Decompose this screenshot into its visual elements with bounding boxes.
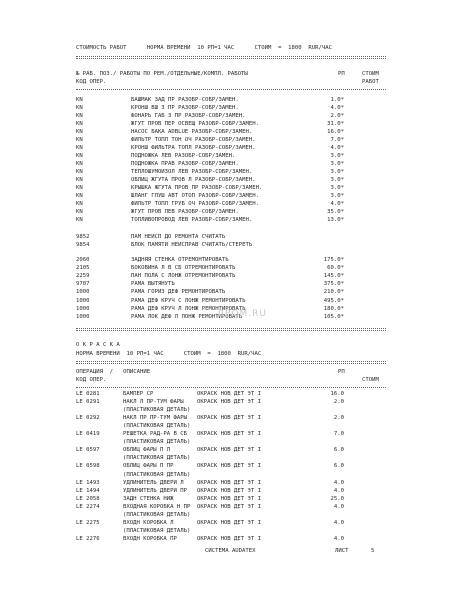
table-row: [0, 105, 464, 112]
operation-code: KN: [76, 129, 83, 135]
operation-name: ТОПЛИВОПРОВОД ЛЕВ РАЗОБР-СОБР/ЗАМЕН.: [131, 217, 253, 223]
table-row: [0, 536, 464, 543]
operation-name: КРЫШКА ЖГУТА ПРОВ ПР РАЗОБР-СОБР/ЗАМЕН.: [131, 185, 263, 191]
operation-code: 2105: [76, 265, 90, 272]
operation-value: 2.0*: [330, 113, 344, 119]
paint-rule-header: [76, 387, 386, 388]
operation-code: 9707: [76, 281, 90, 288]
paint-code: LE 0291: [76, 399, 100, 406]
table-row: [0, 504, 464, 511]
operation-value: 16.0*: [327, 129, 344, 135]
paint-code: LE 0598: [76, 463, 100, 470]
operation-name: ОБЛИЦ ЖГУТА ПРОВ Л РАЗОБР-СОБР/ЗАМЕН.: [131, 177, 256, 183]
paint-value: 6.0: [333, 463, 344, 470]
table-row: [0, 298, 464, 305]
footer-sheet-label: ЛИСТ: [335, 548, 349, 554]
paint-part: ВХОДН КОРОБКА ПР: [123, 535, 177, 542]
table-row: [0, 257, 464, 264]
operation-code: 9852: [76, 234, 90, 240]
paint-description: ОКРАСК НОВ ДЕТ ЭТ I: [197, 519, 261, 526]
operation-code: KN: [76, 137, 83, 143]
column-header-work: № РАБ. ПОЗ./ РАБОТЫ ПО РЕМ./ОТДЕЛЬНЫЕ/КОМПЛ. РАБОТЫ: [76, 71, 248, 77]
table-row: [0, 185, 464, 192]
paint-part: (ПЛАСТИКОВАЯ ДЕТАЛЬ): [123, 423, 191, 430]
paint-rule-1: [76, 361, 386, 362]
operation-name: НАСОС БАКА ADBLUE РАЗОБР-СОБР/ЗАМЕН.: [131, 129, 253, 135]
operation-name: РАМА ДЕФ КРУЧ С ЛОНЖ РЕМОНТИРОВАТЬ: [131, 297, 246, 304]
operation-value: 3.0*: [330, 185, 344, 191]
operation-name: КРОНШ ФИЛЬТРА ТОПЛ РАЗОБР-СОБР/ЗАМЕН.: [131, 145, 256, 151]
table-row: [0, 520, 464, 527]
paint-code: LE 2274: [76, 503, 100, 510]
operation-code: KN: [76, 145, 83, 151]
operation-code: KN: [76, 193, 83, 199]
table-row: [0, 209, 464, 216]
table-row: [0, 193, 464, 200]
table-row: [0, 472, 464, 479]
table-row: [0, 234, 464, 241]
paint-description: ОКРАСК НОВ ДЕТ ЭТ I: [197, 479, 261, 486]
operation-name: ШЛАНГ ГЛУШ АВТ ОТОП РАЗОБР-СОБР/ЗАМЕН.: [131, 193, 259, 199]
paint-code: LE 2276: [76, 535, 100, 542]
operation-code: 1000: [76, 297, 90, 304]
operation-code: KN: [76, 177, 83, 183]
paint-description: ОКРАСК НОВ ДЕТ ЭТ I: [197, 415, 261, 422]
table-row: [0, 439, 464, 446]
operation-name: РАМА ВЫТЯНУТЬ: [131, 281, 175, 288]
table-row: [0, 265, 464, 272]
paint-part: ЗАДН СТЕНКА НИЖ: [123, 495, 174, 502]
operation-value: 4.0*: [330, 201, 344, 207]
operation-name: ПОДНОЖКА ПРАВ РАЗОБР-СОБР/ЗАМЕН.: [131, 161, 239, 167]
operation-name: ЗАДНЯЯ СТЕНКА ОТРЕМОНТИРОВАТЬ: [131, 257, 229, 263]
operation-name: ПОДНОЖКА ЛЕВ РАЗОБР-СОБР/ЗАМЕН.: [131, 153, 236, 159]
table-row: [0, 407, 464, 414]
operation-value: 1.0*: [330, 97, 344, 103]
operation-value: 4.0*: [330, 105, 344, 111]
table-row: [0, 415, 464, 422]
table-row: [0, 177, 464, 184]
table-row: [0, 161, 464, 168]
operation-name: БЛОК ПАМЯТИ НЕИСПРАВ СЧИТАТЬ/СТЕРЕТЬ: [131, 242, 253, 248]
table-row: [0, 423, 464, 430]
paint-part: (ПЛАСТИКОВАЯ ДЕТАЛЬ): [123, 527, 191, 534]
operation-code: KN: [76, 161, 83, 167]
rule-header: [76, 89, 386, 90]
table-row: [0, 137, 464, 144]
operation-code: KN: [76, 121, 83, 127]
paint-part: БАМПЕР СР: [123, 391, 154, 397]
paint-part: УДЛИНИТЕЛЬ ДВЕРИ ПР: [123, 487, 187, 494]
operation-value: 7.0*: [330, 137, 344, 143]
paint-part: ВХОДН КОРОБКА Л: [123, 519, 174, 526]
paint-value: 2.0: [333, 415, 344, 422]
watermark-logo: ДРОМ.RU: [217, 309, 268, 319]
paint-description: ОКРАСК НОВ ДЕТ ЭТ I: [197, 463, 261, 470]
operation-code: 1000: [76, 305, 90, 312]
paint-value: 2.0: [333, 399, 344, 406]
paint-value: 7.0: [333, 431, 344, 438]
paint-column-header-op: ОПЕРАЦИЯ / ОПИСАНИЕ: [76, 369, 151, 375]
operation-name: ПАМ НЕИСП ДО РЕМОНТА СЧИТАТЬ: [131, 234, 226, 240]
operation-value: 3.0*: [330, 153, 344, 159]
paint-value: 4.0: [333, 503, 344, 510]
table-row: [0, 455, 464, 462]
operation-value: 375.0*: [323, 281, 344, 288]
paint-description: ОКРАСК НОВ ДЕТ ЭТ I: [197, 487, 261, 494]
paint-part: НАКЛ ПР ПР-ТУМ ФАРЫ: [123, 415, 187, 422]
table-row: [0, 496, 464, 503]
operation-code: 2060: [76, 257, 90, 263]
operation-code: 9854: [76, 242, 90, 248]
paint-value: 4.0: [333, 487, 344, 494]
paint-part: (ПЛАСТИКОВАЯ ДЕТАЛЬ): [123, 455, 191, 462]
paint-value: 4.0: [333, 519, 344, 526]
paint-description: ОКРАСК НОВ ДЕТ ЭТ I: [197, 535, 261, 542]
operation-value: 31.0*: [327, 121, 344, 127]
table-row: [0, 463, 464, 470]
operation-value: 35.0*: [327, 209, 344, 215]
operation-name: РАМА ЛОК ДЕФ Л ЛОНЖ РЕМОНТИРОВАТЬ: [131, 313, 243, 320]
operation-code: 1000: [76, 313, 90, 320]
operation-code: KN: [76, 217, 83, 223]
operation-value: 13.0*: [327, 217, 344, 223]
table-row: [0, 488, 464, 495]
paint-description: ОКРАСК НОВ ДЕТ ЭТ I: [197, 431, 261, 438]
operation-name: ПАН ПОЛА С ЛОНЖ ОТРЕМОНТИРОВАТЬ: [131, 273, 236, 280]
paint-value: 6.0: [333, 447, 344, 454]
table-row: [0, 447, 464, 454]
paint-description: ОКРАСК НОВ ДЕТ ЭТ I: [197, 391, 261, 397]
footer-sheet-number: 5: [371, 548, 375, 554]
operation-value: 3.0*: [330, 169, 344, 175]
paint-description: ОКРАСК НОВ ДЕТ ЭТ I: [197, 495, 261, 502]
paint-description: ОКРАСК НОВ ДЕТ ЭТ I: [197, 447, 261, 454]
table-row: [0, 480, 464, 487]
paint-title: О К Р А С К А: [76, 342, 120, 348]
operation-name: ТЕПЛОШУМОИЗОЛ ЛЕВ РАЗОБР-СОБР/ЗАМЕН.: [131, 169, 253, 175]
table-row: [0, 399, 464, 406]
rule-top-2: [76, 58, 386, 59]
paint-part: НАКЛ Л ПР-ТУМ ФАРЫ: [123, 399, 184, 406]
table-row: [0, 528, 464, 535]
paint-code: LE 2275: [76, 519, 100, 526]
rule-section-end-1: [76, 328, 386, 329]
table-row: [0, 169, 464, 176]
paint-column-header-code: КОД ОПЕР.: [76, 377, 107, 383]
operation-value: 175.0*: [323, 257, 344, 263]
operation-code: KN: [76, 169, 83, 175]
table-row: [0, 121, 464, 128]
operation-value: 3.0*: [330, 177, 344, 183]
paint-code: LE 2058: [76, 495, 100, 502]
operation-code: KN: [76, 209, 83, 215]
paint-part: ВХОДНАЯ КОРОБКА Н ПР: [123, 503, 191, 510]
paint-code: LE 0419: [76, 431, 100, 438]
paint-code: LE 0281: [76, 391, 100, 397]
operation-name: БОКОВИНА Л В СБ ОТРЕМОНТИРОВАТЬ: [131, 265, 236, 272]
operation-name: ФОНАРЬ ГАБ З ПР РАЗОБР-СОБР/ЗАМЕН.: [131, 113, 246, 119]
paint-description: ОКРАСК НОВ ДЕТ ЭТ I: [197, 503, 261, 510]
paint-part: (ПЛАСТИКОВАЯ ДЕТАЛЬ): [123, 471, 191, 478]
paint-code: LE 0597: [76, 447, 100, 454]
operation-code: 2259: [76, 273, 90, 280]
table-row: [0, 391, 464, 398]
paint-value: 25.0: [330, 495, 344, 502]
column-header-code: КОД ОПЕР.: [76, 79, 107, 85]
operation-code: KN: [76, 113, 83, 119]
table-row: [0, 431, 464, 438]
operation-code: KN: [76, 185, 83, 191]
operation-code: 1000: [76, 289, 90, 296]
paint-code: LE 0292: [76, 415, 100, 422]
operation-code: KN: [76, 105, 83, 111]
paint-rule-2: [76, 363, 386, 364]
table-row: [0, 273, 464, 280]
operation-value: 145.0*: [323, 273, 344, 280]
paint-part: ОБЛИЦ ФАРЫ П Л: [123, 447, 171, 454]
rate-line: СТОИМОСТЬ РАБОТ НОРМА ВРЕМЕНИ 10 РП=1 ЧАС СТОИМ = 1800 RUR/ЧАС: [76, 45, 332, 51]
operation-name: БАШМАК ЗАД ПР РАЗОБР-СОБР/ЗАМЕН.: [131, 97, 239, 103]
paint-column-header-rp: РП: [338, 369, 345, 375]
operation-name: РАМА ГОРИЗ ДЕФ РЕМОНТИРОВАТЬ: [131, 289, 226, 296]
paint-value: 4.0: [333, 535, 344, 542]
operation-value: 495.0*: [323, 297, 344, 304]
operation-code: KN: [76, 153, 83, 159]
operation-name: ЖГУТ ПРОВ ПЕР ОСВЕЩ РАЗОБР-СОБР/ЗАМЕН.: [131, 121, 259, 127]
column-header-rp: РП: [338, 71, 345, 77]
paint-part: (ПЛАСТИКОВАЯ ДЕТАЛЬ): [123, 511, 191, 518]
operation-value: 210.0*: [323, 289, 344, 296]
operation-value: 180.0*: [323, 305, 344, 312]
paint-description: ОКРАСК НОВ ДЕТ ЭТ I: [197, 399, 261, 406]
operation-value: 3.0*: [330, 193, 344, 199]
paint-value: 16.0: [330, 391, 344, 397]
table-row: [0, 153, 464, 160]
paint-code: LE 1494: [76, 487, 100, 494]
table-row: [0, 289, 464, 296]
operation-value: 105.0*: [323, 313, 344, 320]
table-row: [0, 281, 464, 288]
paint-part: ОБЛИЦ ФАРЫ П ПР: [123, 463, 174, 470]
paint-part: (ПЛАСТИКОВАЯ ДЕТАЛЬ): [123, 439, 191, 446]
table-row: [0, 512, 464, 519]
table-row: [0, 145, 464, 152]
table-row: [0, 217, 464, 224]
column-header-rabot: РАБОТ: [362, 79, 379, 85]
table-row: [0, 113, 464, 120]
column-header-stoim: СТОИМ: [362, 71, 379, 77]
paint-rate-line: НОРМА ВРЕМЕНИ 10 РП=1 ЧАС СТОИМ = 1800 RUR/ЧАС: [76, 351, 262, 357]
table-row: [0, 242, 464, 249]
operation-name: ФИЛЬТР ТОПЛ ТОН ОЧ РАЗОБР-СОБР/ЗАМЕН.: [131, 137, 256, 143]
operation-value: 60.0*: [327, 265, 344, 272]
paint-part: РЕШЕТКА РАД-РА В СБ: [123, 431, 187, 438]
operation-value: 3.0*: [330, 161, 344, 167]
paint-column-header-stoim: СТОИМ: [362, 377, 379, 383]
operation-name: ФИЛЬТР ТОПЛ ГРУБ ОЧ РАЗОБР-СОБР/ЗАМЕН.: [131, 201, 259, 207]
operation-name: КРОНШ ВШ З ПР РАЗОБР-СОБР/ЗАМЕН.: [131, 105, 239, 111]
operation-code: KN: [76, 97, 83, 103]
paint-part: (ПЛАСТИКОВАЯ ДЕТАЛЬ): [123, 407, 191, 414]
table-row: [0, 201, 464, 208]
operation-name: РАМА ДЕФ КРУЧ Л ЛОНЖ РЕМОНТИРОВАТЬ: [131, 305, 246, 312]
table-row: [0, 97, 464, 104]
footer-system: СИСТЕМА AUDATEX: [205, 548, 256, 554]
paint-code: LE 1493: [76, 479, 100, 486]
paint-value: 4.0: [333, 479, 344, 486]
operation-value: 4.0*: [330, 145, 344, 151]
table-row: [0, 129, 464, 136]
rule-top-1: [76, 56, 386, 57]
operation-code: KN: [76, 201, 83, 207]
operation-name: ЖГУТ ПРОВ ЛЕВ РАЗОБР-СОБР/ЗАМЕН.: [131, 209, 239, 215]
paint-part: УДЛИНИТЕЛЬ ДВЕРИ Л: [123, 479, 184, 486]
rule-section-end-2: [76, 330, 386, 331]
